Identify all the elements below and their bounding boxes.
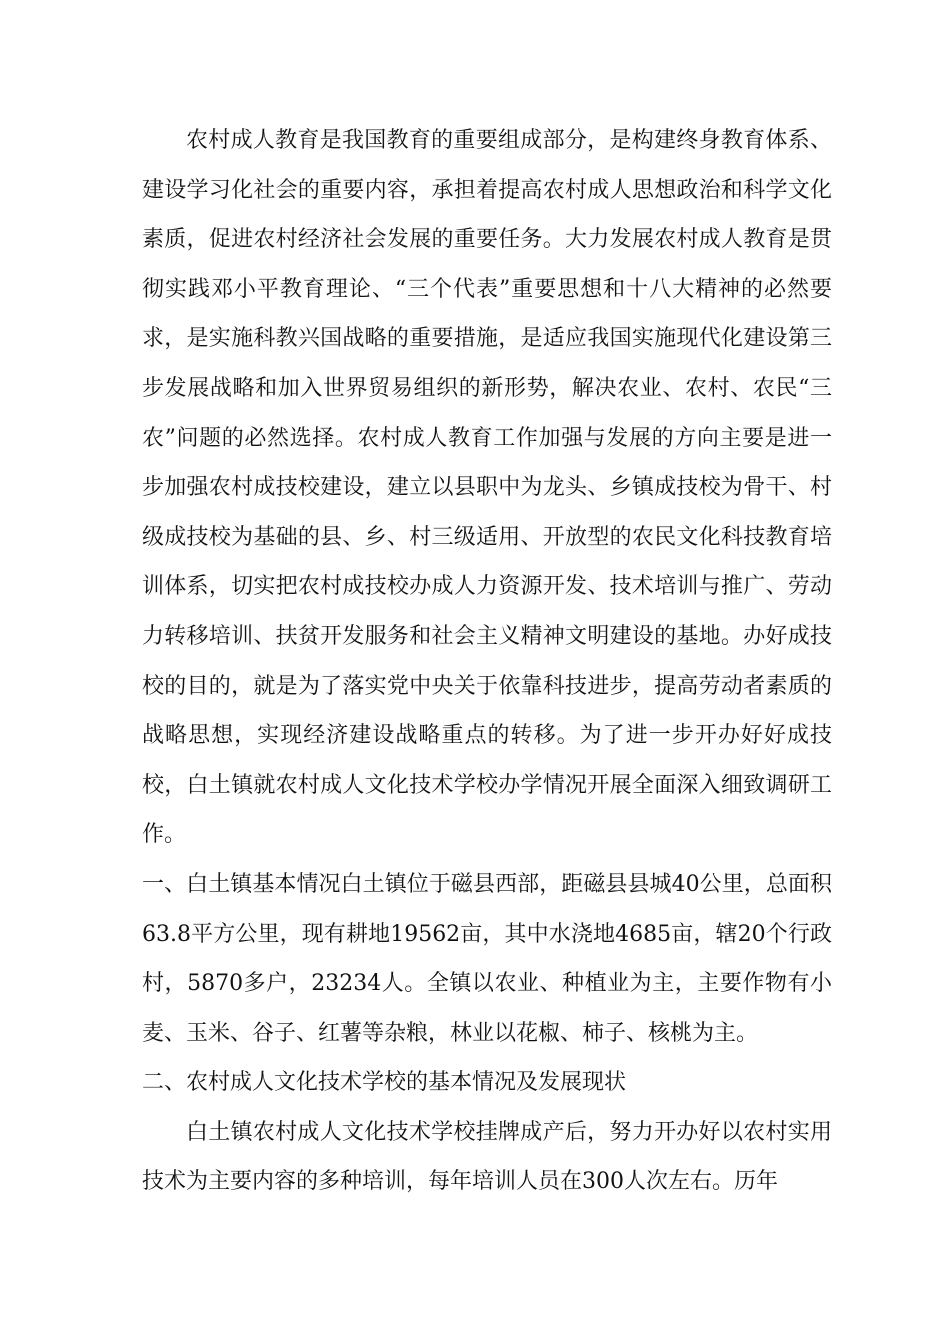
paragraph-school-training: 白土镇农村成人文化技术学校挂牌成产后，努力开办好以农村实用技术为主要内容的多种培训，每年培训人员在300人次左右。历年: [142, 1119, 832, 1195]
paragraph-intro: 农村成人教育是我国教育的重要组成部分，是构建终身教育体系、建设学习化社会的重要内容，承担着提高农村成人思想政治和科学文化素质，促进农村经济社会发展的重要任务。大力发展农村成人教育是贯彻实践邓小平教育理论、“三个代表”重要思想和十八大精神的必然要求，是实施科教兴国战略的重要措施，是适应我国实施现代化建设第三步发展战略和加入世界贸易组织的新形势，解决农业、农村、农民“三农”问题的必然选择。农村成人教育工作加强与发展的方向主要是进一步加强农村成技校建设，建立以县职中为龙头、乡镇成技校为骨干、村级成技校为基础的县、乡、村三级适用、开放型的农民文化科技教育培训体系，切实把农村成技校办成人力资源开发、技术培训与推广、劳动力转移培训、扶贫开发服务和社会主义精神文明建设的基地。办好成技校的目的，就是为了落实党中央关于依靠科技进步，提高劳动者素质的战略思想，实现经济建设战略重点的转移。为了进一步开办好好成技校，白土镇就农村成人文化技术学校办学情况开展全面深入细致调研工作。: [142, 128, 832, 848]
document-body: [142, 116, 832, 1207]
section-heading-basic-situation: 一、白土镇基本情况白土镇位于磁县西部，距磁县县城40公里，总面积63.8平方公里，现有耕地19562亩，其中水浇地4685亩，辖20个行政村，5870多户，23234人。全镇以农业、种植业为主，主要作物有小麦、玉米、谷子、红薯等杂粮，林业以花椒、柿子、核桃为主。: [142, 871, 832, 1046]
section-heading-school-status: 二、农村成人文化技术学校的基本情况及发展现状: [142, 1070, 627, 1096]
